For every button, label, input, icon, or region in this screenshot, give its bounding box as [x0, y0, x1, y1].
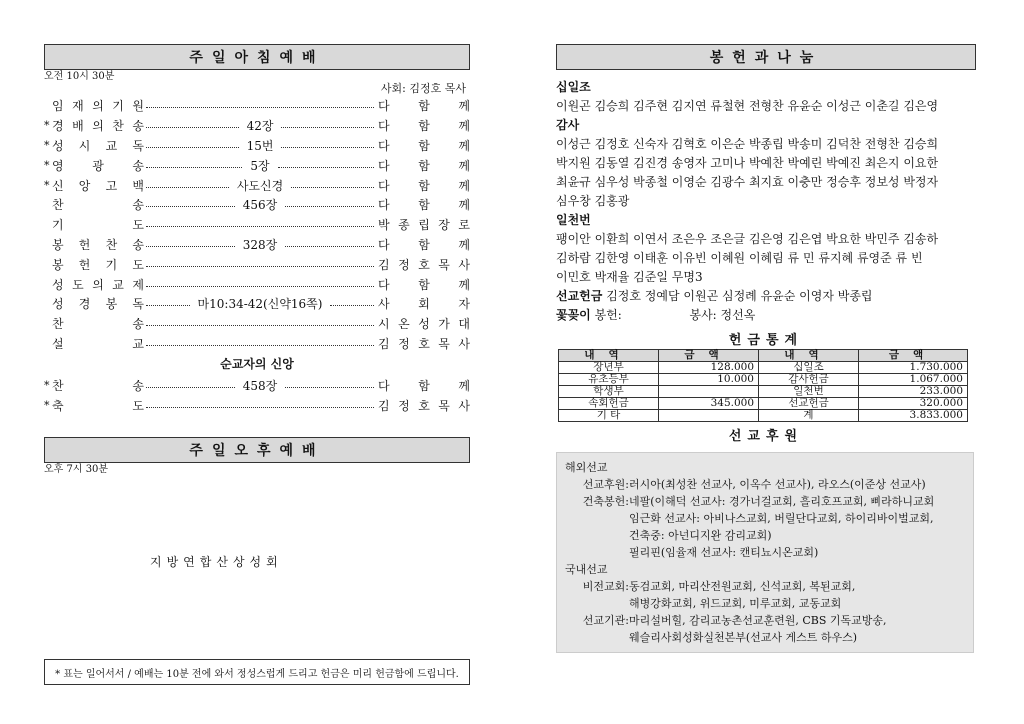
order-item-char: 봉 [52, 237, 64, 252]
order-row [44, 314, 470, 334]
order-row [44, 235, 470, 255]
order-leader-char: 김 [378, 398, 390, 413]
order-leader-char: 사 [458, 398, 470, 413]
order-leader-char: 자 [458, 297, 471, 312]
order-item-char: 독 [132, 297, 144, 312]
statistics-row [559, 386, 968, 398]
order-item-char: 성 [52, 277, 64, 292]
mission-row-value [629, 476, 965, 493]
order-leader [378, 177, 470, 194]
order-item [52, 137, 144, 154]
mission-row [565, 493, 965, 561]
statistics-category: 기 타 [559, 410, 659, 422]
order-leader-char: 호 [418, 257, 430, 272]
order-leader-char: 목 [438, 257, 450, 272]
evening-service-time: 오후 7시 30분 [44, 464, 109, 475]
mission-line: 러시아(최성찬 선교사, 이옥수 선교사), 라오스(이준상 선교사) [629, 478, 926, 491]
order-item-char: 경 [52, 119, 64, 134]
order-item [52, 397, 144, 414]
mission-group [565, 561, 965, 646]
order-leader-char: 다 [378, 119, 390, 134]
mission-row-label: 선교기관: [582, 614, 629, 627]
statistics-row [559, 362, 968, 374]
order-item-char: 독 [132, 138, 144, 153]
order-leader-char: 다 [378, 138, 390, 153]
order-item-char: 광 [92, 158, 104, 173]
order-item-char: 의 [92, 277, 104, 292]
mission-row-value [629, 493, 965, 561]
order-leader [378, 97, 470, 114]
order-item [52, 377, 144, 394]
order-leader-char: 정 [398, 336, 410, 351]
offering-section-label: 일천번 [556, 213, 591, 227]
dot-leader [285, 206, 374, 207]
order-leader-char: 김 [378, 336, 390, 351]
order-row [44, 96, 470, 116]
order-content: 사도신경 [236, 178, 284, 193]
order-item-char: 송 [132, 198, 144, 213]
order-row [44, 254, 470, 274]
order-item-char: 송 [132, 158, 144, 173]
statistics-header: 내역 [559, 350, 659, 362]
order-item-char: 축 [52, 398, 64, 413]
order-item [52, 295, 144, 312]
order-leader-char: 사 [458, 257, 470, 272]
order-leader-char: 박 [378, 218, 390, 233]
order-item [52, 236, 144, 253]
order-leader-char: 다 [378, 178, 390, 193]
offering-section-label: 감사 [556, 118, 580, 132]
order-item-char: 임 [52, 99, 64, 114]
order-leader-char: 께 [458, 178, 470, 193]
mission-offering-label: 선교헌금 [556, 289, 603, 303]
order-leader-char: 다 [378, 237, 390, 252]
order-item-char: 신 [52, 178, 64, 193]
mission-group-heading: 해외선교 [565, 461, 608, 474]
order-item-char: 교 [105, 138, 118, 153]
order-leader-char: 목 [438, 336, 450, 351]
mission-support-box [556, 452, 974, 653]
order-item-char: 송 [132, 378, 144, 393]
order-item-char: 도 [132, 257, 144, 272]
evening-service-title: 주일오후예배 [44, 437, 470, 463]
dot-leader [146, 147, 239, 148]
order-leader-char: 목 [438, 398, 450, 413]
order-row [44, 195, 470, 215]
order-leader-char: 께 [458, 378, 470, 393]
order-leader-char: 다 [378, 99, 390, 114]
mission-line: 해병강화교회, 위드교회, 미루교회, 교동교회 [629, 597, 842, 610]
statistics-amount: 128.000 [659, 362, 759, 374]
statistics-header: 금액 [859, 350, 968, 362]
order-leader-char: 로 [458, 218, 470, 233]
order-item [52, 177, 144, 194]
order-item-char: 백 [132, 178, 144, 193]
order-leader [378, 236, 470, 253]
evening-event: 지방연합산상성회 [150, 555, 283, 569]
order-item [52, 256, 144, 273]
order-leader-char: 함 [418, 178, 430, 193]
offering-names-line: 이성근 김정호 신숙자 김혁호 이은순 박종립 박송미 김덕찬 전형찬 김승희 [556, 137, 939, 151]
evening-service [44, 437, 470, 477]
order-leader-char: 사 [378, 297, 390, 312]
order-leader-char: 시 [378, 317, 390, 332]
offering-title: 봉헌과나눔 [556, 44, 976, 70]
statistics-category: 감사헌금 [759, 374, 859, 386]
statistics-category: 계 [759, 410, 859, 422]
order-row [44, 175, 470, 195]
order-row [44, 294, 470, 314]
mission-row-value [629, 578, 965, 612]
standing-notice: * 표는 일어서서 / 예배는 10분 전에 와서 정성스럽게 드리고 헌금은 미리 헌금함에 드립니다. [44, 659, 470, 685]
order-leader-char: 께 [458, 198, 470, 213]
dot-leader [146, 305, 190, 306]
order-item-char: 제 [132, 277, 144, 292]
order-item-char: 송 [132, 119, 144, 134]
order-item-char: 봉 [105, 297, 118, 312]
order-item-char: 헌 [78, 237, 91, 252]
order-row [44, 116, 470, 136]
statistics-amount [659, 410, 759, 422]
order-leader-char: 장 [438, 218, 450, 233]
statistics-amount: 320.000 [859, 398, 968, 410]
order-item-char: 재 [72, 99, 84, 114]
order-leader-char: 온 [398, 317, 410, 332]
order-leader-char: 김 [378, 257, 390, 272]
order-leader-char: 성 [418, 317, 430, 332]
order-item-char: 찬 [105, 237, 118, 252]
order-content: 5장 [250, 158, 270, 173]
mission-row-label: 건축봉헌: [582, 495, 629, 508]
dot-leader [146, 246, 235, 247]
order-leader [378, 377, 470, 394]
mission-row [565, 612, 965, 646]
order-leader-char: 께 [458, 119, 470, 134]
mission-title: 선교후원 [728, 429, 804, 444]
statistics-category: 유초등부 [559, 374, 659, 386]
flowers-server: 봉사: 정선옥 [689, 308, 756, 322]
order-row [44, 155, 470, 175]
dot-leader [285, 387, 374, 388]
offering-column [556, 44, 976, 653]
order-leader [378, 137, 470, 154]
order-leader-char: 가 [438, 317, 450, 332]
order-leader-char: 사 [458, 336, 470, 351]
dot-leader [281, 147, 374, 148]
offering-names-line: 팽이안 이환희 이연서 조은우 조은글 김은영 김은엽 박요한 박민주 김송하 [556, 232, 939, 246]
order-leader-char: 함 [418, 99, 430, 114]
order-leader-char: 정 [398, 257, 410, 272]
offering-names-line: 심우창 김홍광 [556, 194, 630, 208]
statistics-amount [659, 386, 759, 398]
order-item-char: 의 [92, 99, 104, 114]
statistics-header: 금액 [659, 350, 759, 362]
order-item-char: 시 [78, 138, 91, 153]
order-item-char: 찬 [52, 317, 64, 332]
order-leader-char: 함 [418, 138, 430, 153]
dot-leader [146, 286, 374, 287]
mission-group-heading: 국내선교 [565, 563, 608, 576]
statistics-category: 일천번 [759, 386, 859, 398]
flowers-row [556, 306, 976, 325]
order-leader-char: 다 [378, 158, 390, 173]
dot-leader [285, 246, 374, 247]
order-item-char: 도 [132, 218, 144, 233]
order-item-char: 성 [52, 138, 64, 153]
statistics-amount: 3.833.000 [859, 410, 968, 422]
mission-group [565, 459, 965, 561]
order-item-char: 찬 [112, 119, 124, 134]
order-item-char: 송 [132, 317, 144, 332]
order-leader [378, 216, 470, 233]
statistics-category: 십일조 [759, 362, 859, 374]
order-leader-char: 함 [418, 277, 430, 292]
flowers-label: 꽃꽂이 [556, 308, 591, 322]
statistics-amount: 1.730.000 [859, 362, 968, 374]
mission-offering-row [556, 287, 976, 306]
flowers-donor: 봉헌: [594, 308, 622, 322]
order-leader-char: 정 [398, 398, 410, 413]
statistics-amount: 10.000 [659, 374, 759, 386]
order-leader-char: 께 [458, 138, 470, 153]
order-content: 456장 [242, 198, 278, 213]
standing-mark: * [44, 158, 50, 172]
mission-row [565, 578, 965, 612]
standing-mark: * [44, 119, 50, 133]
order-item [52, 335, 144, 352]
order-leader-char: 대 [458, 317, 470, 332]
order-item-char: 헌 [78, 257, 91, 272]
statistics-category: 속회헌금 [559, 398, 659, 410]
order-leader-char: 종 [398, 218, 410, 233]
order-row [44, 375, 470, 395]
standing-mark: * [44, 138, 50, 152]
order-content: 458장 [242, 378, 278, 393]
order-leader-char: 함 [418, 119, 430, 134]
order-item-char: 찬 [52, 198, 64, 213]
order-of-worship-closing [44, 375, 470, 415]
statistics-amount: 345.000 [659, 398, 759, 410]
order-row [44, 136, 470, 156]
dot-leader [146, 345, 374, 346]
order-leader-char: 함 [418, 378, 430, 393]
order-content: 15번 [246, 138, 274, 153]
order-item-char: 도 [132, 398, 144, 413]
order-leader-char: 께 [458, 158, 471, 173]
offering-names-line: 이민호 박재율 김준일 무명3 [556, 270, 703, 284]
order-item-char: 고 [105, 178, 118, 193]
order-leader-char: 께 [458, 99, 470, 114]
statistics-row [559, 374, 968, 386]
mission-line: 네팔(이해덕 선교사: 경가너걸교회, 흘리호프교회, 삐라하니교회 [629, 495, 935, 508]
order-row [44, 274, 470, 294]
order-leader-char: 께 [458, 237, 470, 252]
order-item-char: 교 [112, 277, 124, 292]
sermon-title: 순교자의 신앙 [220, 357, 294, 372]
statistics-header: 내역 [759, 350, 859, 362]
order-leader-char: 호 [418, 398, 430, 413]
dot-leader [146, 206, 235, 207]
standing-mark: * [44, 178, 50, 192]
order-leader-char: 함 [418, 198, 430, 213]
mission-row-label: 비전교회: [582, 580, 629, 593]
order-item-char: 성 [52, 297, 64, 312]
statistics-row [559, 398, 968, 410]
order-item [52, 315, 144, 332]
mission-line: 마리설버힐, 감리교농촌선교훈련원, CBS 기독교방송, [629, 614, 887, 627]
order-item [52, 117, 144, 134]
order-item-char: 기 [112, 99, 124, 114]
order-leader [378, 335, 470, 352]
offering-sections [556, 78, 976, 287]
dot-leader [146, 387, 235, 388]
statistics-title: 헌금통계 [728, 333, 804, 348]
order-leader-char: 함 [418, 237, 430, 252]
order-leader [378, 295, 470, 312]
order-item-char: 경 [78, 297, 91, 312]
order-leader [378, 256, 470, 273]
order-item-char: 의 [92, 119, 104, 134]
order-item-char: 배 [72, 119, 84, 134]
order-item-char: 찬 [52, 378, 64, 393]
offering-section-label: 십일조 [556, 80, 591, 94]
dot-leader [146, 127, 239, 128]
offering-names-line: 최윤규 심우성 박종철 이영순 김광수 최지효 이충만 정승후 정보성 박정자 [556, 175, 939, 189]
dot-leader [146, 266, 374, 267]
order-leader-char: 회 [418, 297, 430, 312]
statistics-category: 학생부 [559, 386, 659, 398]
order-leader [378, 117, 470, 134]
order-item-char: 앙 [78, 178, 91, 193]
mission-row-value [629, 612, 965, 646]
order-item-char: 교 [132, 336, 144, 351]
mission-offering-names: 김정호 정예담 이원곤 심정례 유윤순 이영자 박종립 [606, 289, 873, 303]
order-leader [378, 397, 470, 414]
order-leader-char: 다 [378, 277, 390, 292]
order-leader [378, 276, 470, 293]
mission-row-label: 선교후원: [582, 478, 629, 491]
order-item-char: 도 [72, 277, 84, 292]
mission-line: 웨슬리사회성화실천본부(선교사 게스트 하우스) [629, 631, 858, 644]
order-item [52, 157, 144, 174]
mission-line: 임근화 선교사: 아비나스교회, 버릴단다교회, 하이리바이벌교회, [629, 512, 934, 525]
order-item-char: 기 [105, 257, 118, 272]
mission-line: 건축중: 아넌디지완 감리교회) [629, 529, 772, 542]
morning-service-title: 주일아침예배 [44, 44, 470, 70]
order-item-char: 기 [52, 218, 64, 233]
order-row [44, 215, 470, 235]
mission-line: 필리핀(임율재 선교사: 캔티뇨시온교회) [629, 546, 819, 559]
order-item-char: 봉 [52, 257, 64, 272]
morning-service-time: 오전 10시 30분 [44, 71, 115, 82]
statistics-amount: 1.067.000 [859, 374, 968, 386]
dot-leader [146, 325, 374, 326]
statistics-amount: 233.000 [859, 386, 968, 398]
offering-names-line: 김하람 김한영 이태훈 이유빈 이혜원 이혜림 류 민 류지혜 류영준 류 빈 [556, 251, 923, 265]
offering-names-line: 박지원 김동열 김진경 송영자 고미나 박예찬 박예린 박예진 최은지 이요한 [556, 156, 939, 170]
order-content: 328장 [242, 237, 278, 252]
order-leader-char: 립 [418, 218, 430, 233]
order-leader-char: 께 [458, 277, 470, 292]
order-item-char: 송 [132, 237, 144, 252]
statistics-row [559, 410, 968, 422]
order-item-char: 원 [132, 99, 144, 114]
order-of-worship [44, 96, 470, 353]
order-content: 마10:34-42(신약16쪽) [197, 297, 323, 312]
order-item-char: 설 [52, 336, 64, 351]
order-leader-char: 함 [418, 158, 430, 173]
standing-mark: * [44, 378, 50, 392]
statistics-category: 선교헌금 [759, 398, 859, 410]
dot-leader [330, 305, 374, 306]
statistics-table [558, 349, 968, 422]
order-item [52, 276, 144, 293]
morning-presider: 사회: 김정호 목사 [380, 82, 466, 95]
order-item [52, 216, 144, 233]
order-leader [378, 196, 470, 213]
dot-leader [146, 226, 374, 227]
order-leader-char: 호 [418, 336, 430, 351]
dot-leader [291, 187, 374, 188]
order-leader-char: 다 [378, 198, 390, 213]
offering-names-line: 이원곤 김승희 김주현 김지연 류철현 전형찬 유윤순 이성근 이춘길 김은영 [556, 99, 939, 113]
dot-leader [146, 187, 229, 188]
dot-leader [281, 127, 374, 128]
order-item [52, 97, 144, 114]
order-leader [378, 157, 470, 174]
dot-leader [146, 407, 374, 408]
dot-leader [278, 167, 374, 168]
dot-leader [146, 107, 374, 108]
order-content: 42장 [246, 119, 274, 134]
order-leader [378, 315, 470, 332]
morning-service [44, 44, 470, 415]
order-row [44, 395, 470, 415]
order-row [44, 334, 470, 354]
mission-row [565, 476, 965, 493]
standing-mark: * [44, 398, 50, 412]
order-leader-char: 다 [378, 378, 390, 393]
order-item-char: 영 [52, 158, 64, 173]
order-item [52, 196, 144, 213]
mission-line: 동검교회, 마리산전원교회, 신석교회, 복된교회, [629, 580, 856, 593]
dot-leader [146, 167, 242, 168]
statistics-category: 장년부 [559, 362, 659, 374]
